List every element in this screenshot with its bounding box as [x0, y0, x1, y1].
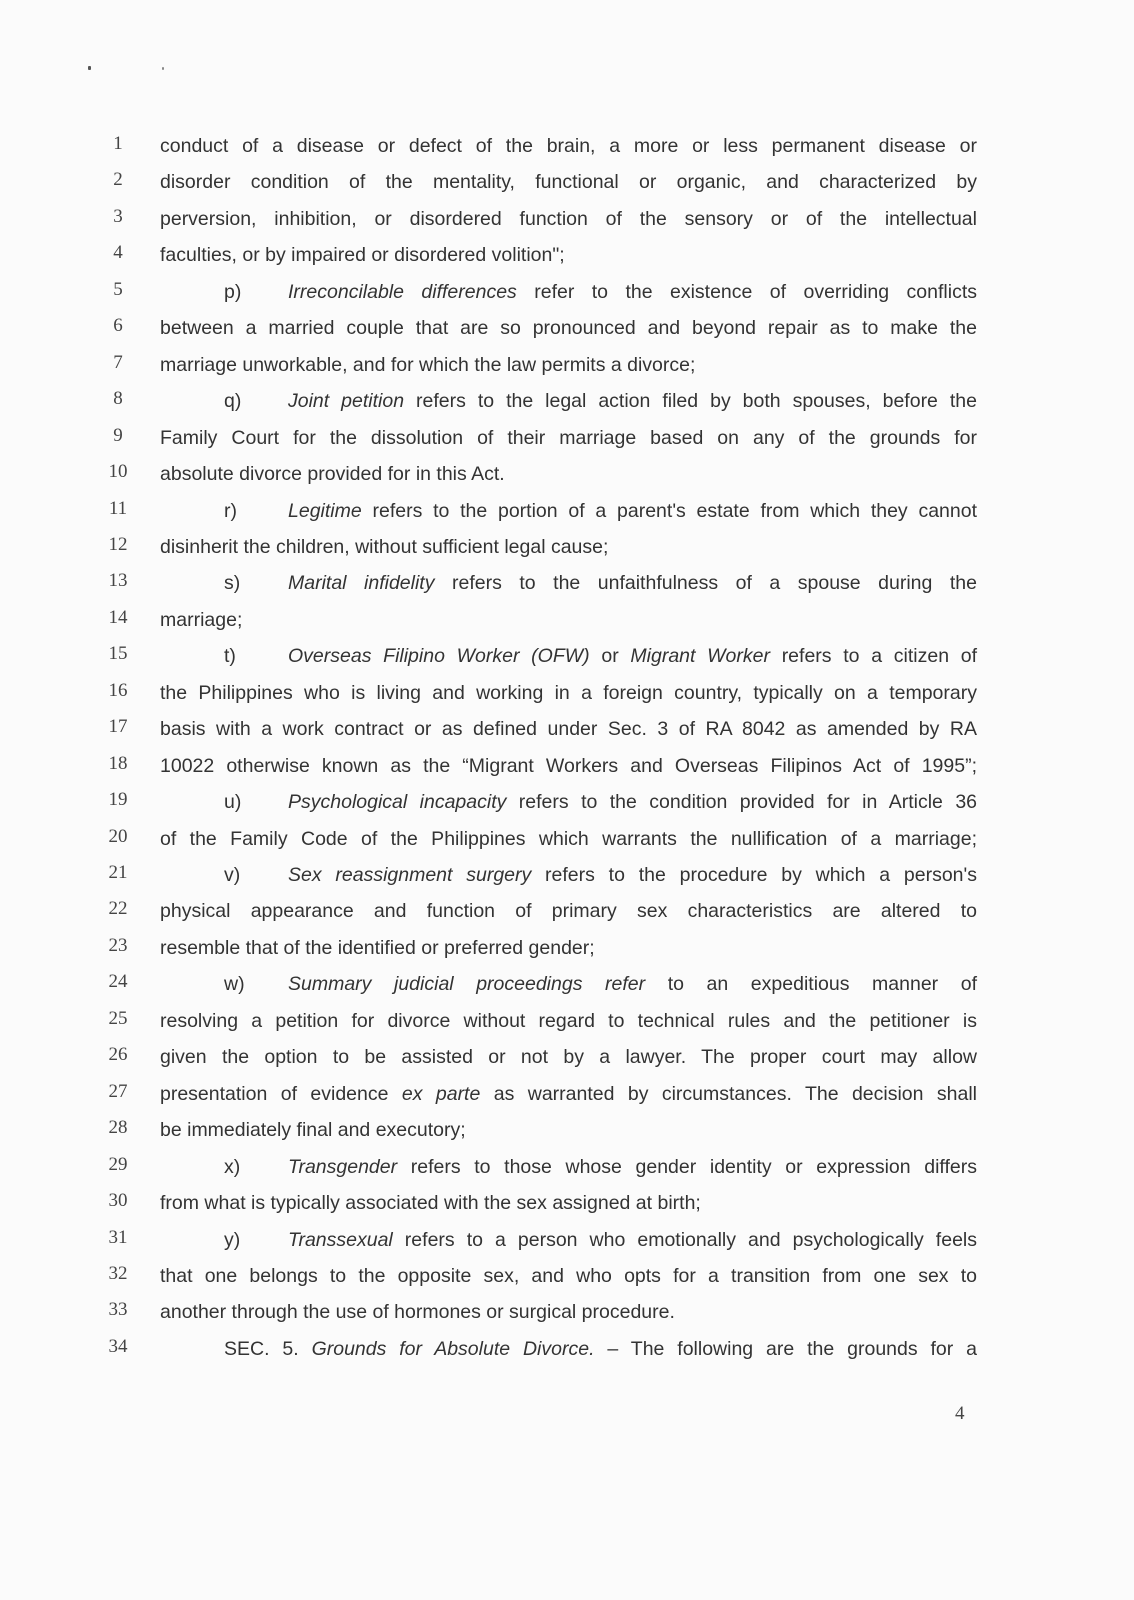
- line-text: [160, 132, 977, 160]
- line-text: [160, 1226, 977, 1254]
- line-text: [160, 168, 977, 196]
- numbered-line: [0, 712, 1134, 748]
- text-run: refers to those whose gender identity or expression differs: [397, 1155, 977, 1178]
- text-run: refer to the existence of overriding conflicts: [516, 280, 977, 303]
- line-number: 17: [108, 716, 128, 738]
- line-text: [160, 825, 977, 853]
- defined-term: Transsexual: [288, 1228, 393, 1251]
- numbered-line: [0, 603, 1134, 639]
- line-number: 8: [113, 388, 123, 410]
- numbered-line: [0, 639, 1134, 675]
- line-text: [160, 788, 977, 816]
- defined-term: Joint petition: [288, 390, 405, 413]
- item-label: s): [224, 572, 241, 595]
- numbered-line: [0, 1332, 1134, 1368]
- text-run: that one belongs to the opposite sex, and who opts for a transition from one sex to: [160, 1264, 977, 1287]
- line-number: 16: [108, 679, 128, 701]
- text-run: given the option to be assisted or not by a lawyer. The proper court may allow: [160, 1046, 977, 1069]
- line-number: 11: [108, 497, 128, 519]
- numbered-line: [0, 348, 1134, 384]
- text-run: perversion, inhibition, or disordered function of the sensory or of the intellectual: [160, 207, 977, 230]
- line-number: 7: [113, 351, 123, 373]
- line-text: [160, 861, 977, 889]
- line-number: 10: [108, 461, 128, 483]
- line-number: 25: [108, 1007, 128, 1029]
- line-text: [160, 1116, 977, 1144]
- numbered-line: [0, 311, 1134, 347]
- numbered-line: [0, 566, 1134, 602]
- numbered-line: [0, 931, 1134, 967]
- line-number: 34: [108, 1335, 128, 1357]
- text-run: [299, 1338, 312, 1360]
- text-run: refers to the unfaithfulness of a spouse during the: [434, 572, 977, 595]
- numbered-line: [0, 1186, 1134, 1222]
- numbered-line: [0, 129, 1134, 165]
- numbered-line: [0, 275, 1134, 311]
- defined-term: Irreconcilable differences: [288, 280, 517, 303]
- numbered-line: [0, 822, 1134, 858]
- text-run: 10022 otherwise known as the “Migrant Workers and Overseas Filipinos Act of 1995”;: [160, 754, 977, 777]
- numbered-line: [0, 494, 1134, 530]
- line-text: [160, 642, 977, 670]
- text-run: disinherit the children, without sufficient legal cause;: [160, 535, 609, 558]
- line-number: 24: [108, 971, 128, 993]
- item-label: x): [224, 1155, 241, 1178]
- line-number: 5: [113, 278, 123, 300]
- line-text: [160, 387, 977, 415]
- numbered-line: [0, 749, 1134, 785]
- text-run: Family Court for the dissolution of their marriage based on any of the grounds for: [160, 426, 977, 449]
- text-run: or: [589, 645, 631, 668]
- text-run: refers to a citizen of: [769, 645, 978, 668]
- numbered-line: [0, 384, 1134, 420]
- defined-term: Psychological incapacity: [288, 791, 507, 814]
- line-text: [160, 606, 977, 634]
- numbered-line: [0, 1150, 1134, 1186]
- line-text: [160, 314, 977, 342]
- text-run: refers to the legal action filed by both spouses, before the: [404, 390, 977, 413]
- line-number: 13: [108, 570, 128, 592]
- text-run: conduct of a disease or defect of the brain, a more or less permanent disease or: [160, 135, 977, 157]
- line-text: [160, 934, 977, 962]
- line-number: 23: [108, 934, 128, 956]
- line-number: 19: [108, 789, 128, 811]
- item-label: y): [224, 1228, 241, 1251]
- text-run: of the Family Code of the Philippines which warrants the nullification of a marriage;: [160, 827, 977, 850]
- text-run: – The following are the grounds for a: [594, 1337, 977, 1360]
- text-run: another through the use of hormones or surgical procedure.: [160, 1301, 675, 1324]
- defined-term: Summary judicial proceedings refer: [288, 973, 646, 996]
- line-number: 27: [108, 1080, 128, 1102]
- line-text: [160, 1335, 977, 1363]
- defined-term: Grounds for Absolute Divorce.: [311, 1337, 595, 1360]
- line-text: [160, 1043, 977, 1071]
- text-run: the Philippines who is living and working in a foreign country, typically on a temporary: [160, 681, 977, 704]
- line-number: 20: [108, 825, 128, 847]
- numbered-line: [0, 967, 1134, 1003]
- line-number: 26: [108, 1044, 128, 1066]
- line-number: 21: [108, 862, 128, 883]
- line-number: 15: [108, 643, 128, 665]
- line-number: 33: [108, 1299, 128, 1321]
- line-number: 14: [108, 606, 128, 628]
- text-run: refers to the portion of a parent's estate from which they cannot: [361, 499, 977, 522]
- text-run: presentation of evidence: [160, 1082, 402, 1105]
- line-text: [160, 1007, 977, 1035]
- line-text: [160, 533, 977, 561]
- line-number: 4: [113, 242, 123, 264]
- text-run: marriage unworkable, and for which the law permits a divorce;: [160, 353, 696, 376]
- line-text: [160, 497, 977, 525]
- numbered-line: [0, 1113, 1134, 1149]
- numbered-line: [0, 457, 1134, 493]
- text-run: absolute divorce provided for in this Act.: [160, 463, 505, 486]
- item-label: p): [224, 280, 242, 303]
- item-label: u): [224, 791, 242, 814]
- numbered-line: [0, 1077, 1134, 1113]
- line-text: [160, 569, 977, 597]
- scan-speck: [88, 66, 91, 70]
- text-run: as warranted by circumstances. The decision shall: [480, 1082, 977, 1105]
- line-number: 31: [108, 1226, 128, 1248]
- line-number: 12: [108, 533, 128, 555]
- text-run: disorder condition of the mentality, functional or organic, and characterized by: [160, 171, 977, 194]
- line-text: [160, 205, 977, 233]
- numbered-line: [0, 1004, 1134, 1040]
- line-number: 22: [108, 898, 128, 920]
- defined-term: Legitime: [288, 499, 362, 522]
- line-text: [160, 241, 977, 269]
- numbered-line: [0, 785, 1134, 821]
- line-text: [160, 715, 977, 743]
- scan-speck: [162, 67, 164, 70]
- item-label: v): [224, 864, 241, 886]
- page-number: 4: [955, 1403, 965, 1424]
- numbered-line: [0, 238, 1134, 274]
- line-number: 9: [113, 424, 123, 446]
- line-number: 1: [113, 133, 123, 154]
- numbered-line: [0, 1040, 1134, 1076]
- line-number: 2: [113, 169, 123, 191]
- line-text: [160, 752, 977, 780]
- numbered-line: [0, 1295, 1134, 1331]
- text-run: refers to the condition provided for in Article 36: [506, 791, 978, 814]
- defined-term: Marital infidelity: [288, 572, 435, 595]
- line-number: 28: [108, 1117, 128, 1139]
- line-text: [160, 1262, 977, 1290]
- item-label: t): [224, 645, 236, 668]
- numbered-line: [0, 1259, 1134, 1295]
- line-text: [160, 351, 977, 379]
- text-run: resemble that of the identified or preferred gender;: [160, 936, 595, 959]
- line-text: [160, 424, 977, 452]
- defined-term: Migrant Worker: [630, 645, 770, 668]
- line-text: [160, 679, 977, 707]
- numbered-line: [0, 165, 1134, 201]
- line-number: 18: [108, 752, 128, 774]
- numbered-line: [0, 1223, 1134, 1259]
- text-run: from what is typically associated with the sex assigned at birth;: [160, 1192, 701, 1215]
- section-label: SEC. 5.: [224, 1337, 299, 1360]
- numbered-line: [0, 858, 1134, 894]
- text-run: refers to the procedure by which a person's: [531, 864, 977, 886]
- line-text: [160, 970, 977, 998]
- line-number: 6: [113, 315, 123, 337]
- text-run: basis with a work contract or as defined under Sec. 3 of RA 8042 as amended by RA: [160, 718, 977, 741]
- text-run: marriage;: [160, 608, 243, 631]
- numbered-line: [0, 421, 1134, 457]
- item-label: r): [224, 499, 237, 522]
- defined-term: Overseas Filipino Worker (OFW): [288, 645, 590, 668]
- text-run: resolving a petition for divorce without regard to technical rules and the petitioner is: [160, 1009, 977, 1032]
- line-text: [160, 1189, 977, 1217]
- numbered-line: [0, 894, 1134, 930]
- line-number: 30: [108, 1190, 128, 1212]
- line-text: [160, 460, 977, 488]
- text-run: faculties, or by impaired or disordered volition";: [160, 244, 565, 267]
- line-number: 29: [108, 1153, 128, 1175]
- numbered-line: [0, 202, 1134, 238]
- defined-term: ex parte: [401, 1082, 481, 1105]
- line-text: [160, 1080, 977, 1108]
- text-run: to an expeditious manner of: [645, 973, 977, 996]
- numbered-line: [0, 676, 1134, 712]
- line-text: [160, 897, 977, 925]
- numbered-line: [0, 530, 1134, 566]
- text-run: between a married couple that are so pronounced and beyond repair as to make the: [160, 317, 977, 340]
- text-run: refers to a person who emotionally and psychologically feels: [392, 1228, 977, 1251]
- defined-term: Transgender: [288, 1155, 398, 1178]
- line-number: 3: [113, 205, 123, 227]
- defined-term: Sex reassignment surgery: [288, 864, 532, 886]
- line-text: [160, 1153, 977, 1181]
- item-label: q): [224, 390, 242, 413]
- line-number: 32: [108, 1262, 128, 1284]
- text-run: be immediately final and executory;: [160, 1119, 466, 1142]
- line-text: [160, 278, 977, 306]
- line-text: [160, 1298, 977, 1326]
- item-label: w): [224, 973, 245, 996]
- text-run: physical appearance and function of primary sex characteristics are altered to: [160, 900, 977, 923]
